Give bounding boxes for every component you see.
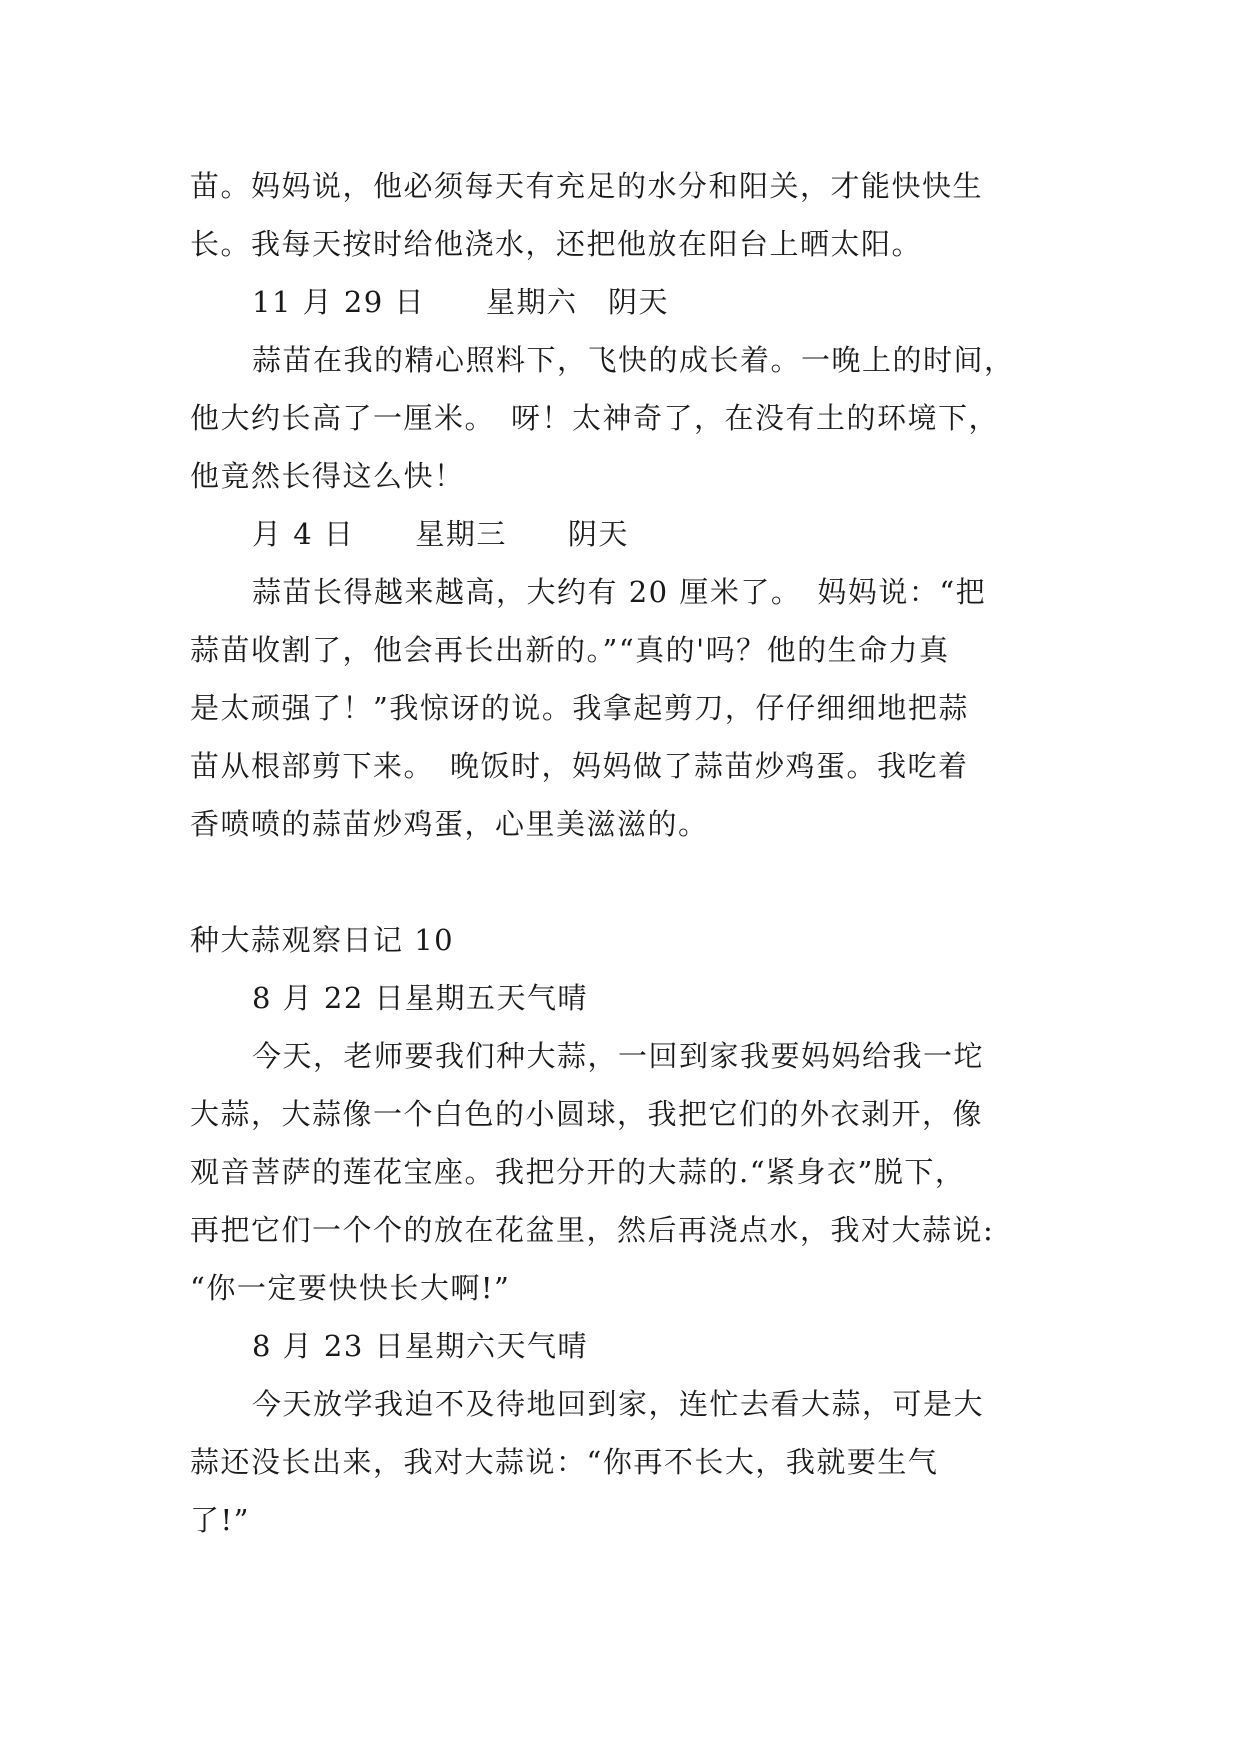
paragraph-line: 他大约长高了一厘米。 呀！太神奇了，在没有土的环境下， (190, 401, 1000, 435)
paragraph-line: 蒜苗收割了，他会再长出新的。”“真的'吗？他的生命力真 (190, 633, 950, 667)
section-title: 种大蒜观察日记 10 (190, 923, 455, 957)
paragraph-line: 苗从根部剪下来。 晚饭时，妈妈做了蒜苗炒鸡蛋。我吃着 (190, 749, 969, 783)
paragraph-line: 苗。妈妈说，他必须每天有充足的水分和阳关，才能快快生 (190, 169, 984, 203)
paragraph-line: 蒜苗在我的精心照料下，飞快的成长着。一晚上的时间， (252, 343, 1015, 377)
paragraph-line: 今天放学我迫不及待地回到家，连忙去看大蒜，可是大 (252, 1387, 985, 1421)
paragraph-line: 了!” (190, 1503, 250, 1537)
paragraph-line: 大蒜，大蒜像一个白色的小圆球，我把它们的外衣剥开，像 (190, 1097, 984, 1131)
paragraph-line: 蒜苗长得越来越高，大约有 20 厘米了。 妈妈说：“把 (252, 575, 987, 609)
diary-date-heading: 8 月 22 日星期五天气晴 (252, 981, 589, 1015)
paragraph-line: 观音菩萨的莲花宝座。我把分开的大蒜的.“紧身衣”脱下， (190, 1155, 966, 1189)
paragraph-line: 长。我每天按时给他浇水，还把他放在阳台上晒太阳。 (190, 227, 923, 261)
paragraph-line: 他竟然长得这么快！ (190, 459, 465, 493)
diary-date-heading: 8 月 23 日星期六天气晴 (252, 1329, 589, 1363)
paragraph-line: 是太顽强了！”我惊讶的说。我拿起剪刀，仔仔细细地把蒜 (190, 691, 969, 725)
paragraph-line: 今天，老师要我们种大蒜，一回到家我要妈妈给我一坨 (252, 1039, 985, 1073)
diary-date-heading: 月 4 日 星期三 阴天 (252, 517, 629, 551)
diary-date-heading: 11 月 29 日 星期六 阴天 (252, 285, 669, 319)
paragraph-line: “你一定要快快长大啊!” (190, 1271, 511, 1305)
paragraph-line: 再把它们一个个的放在花盆里，然后再浇点水，我对大蒜说: (190, 1213, 995, 1247)
paragraph-line: 蒜还没长出来，我对大蒜说：“你再不长大，我就要生气 (190, 1445, 939, 1479)
paragraph-line: 香喷喷的蒜苗炒鸡蛋，心里美滋滋的。 (190, 807, 709, 841)
